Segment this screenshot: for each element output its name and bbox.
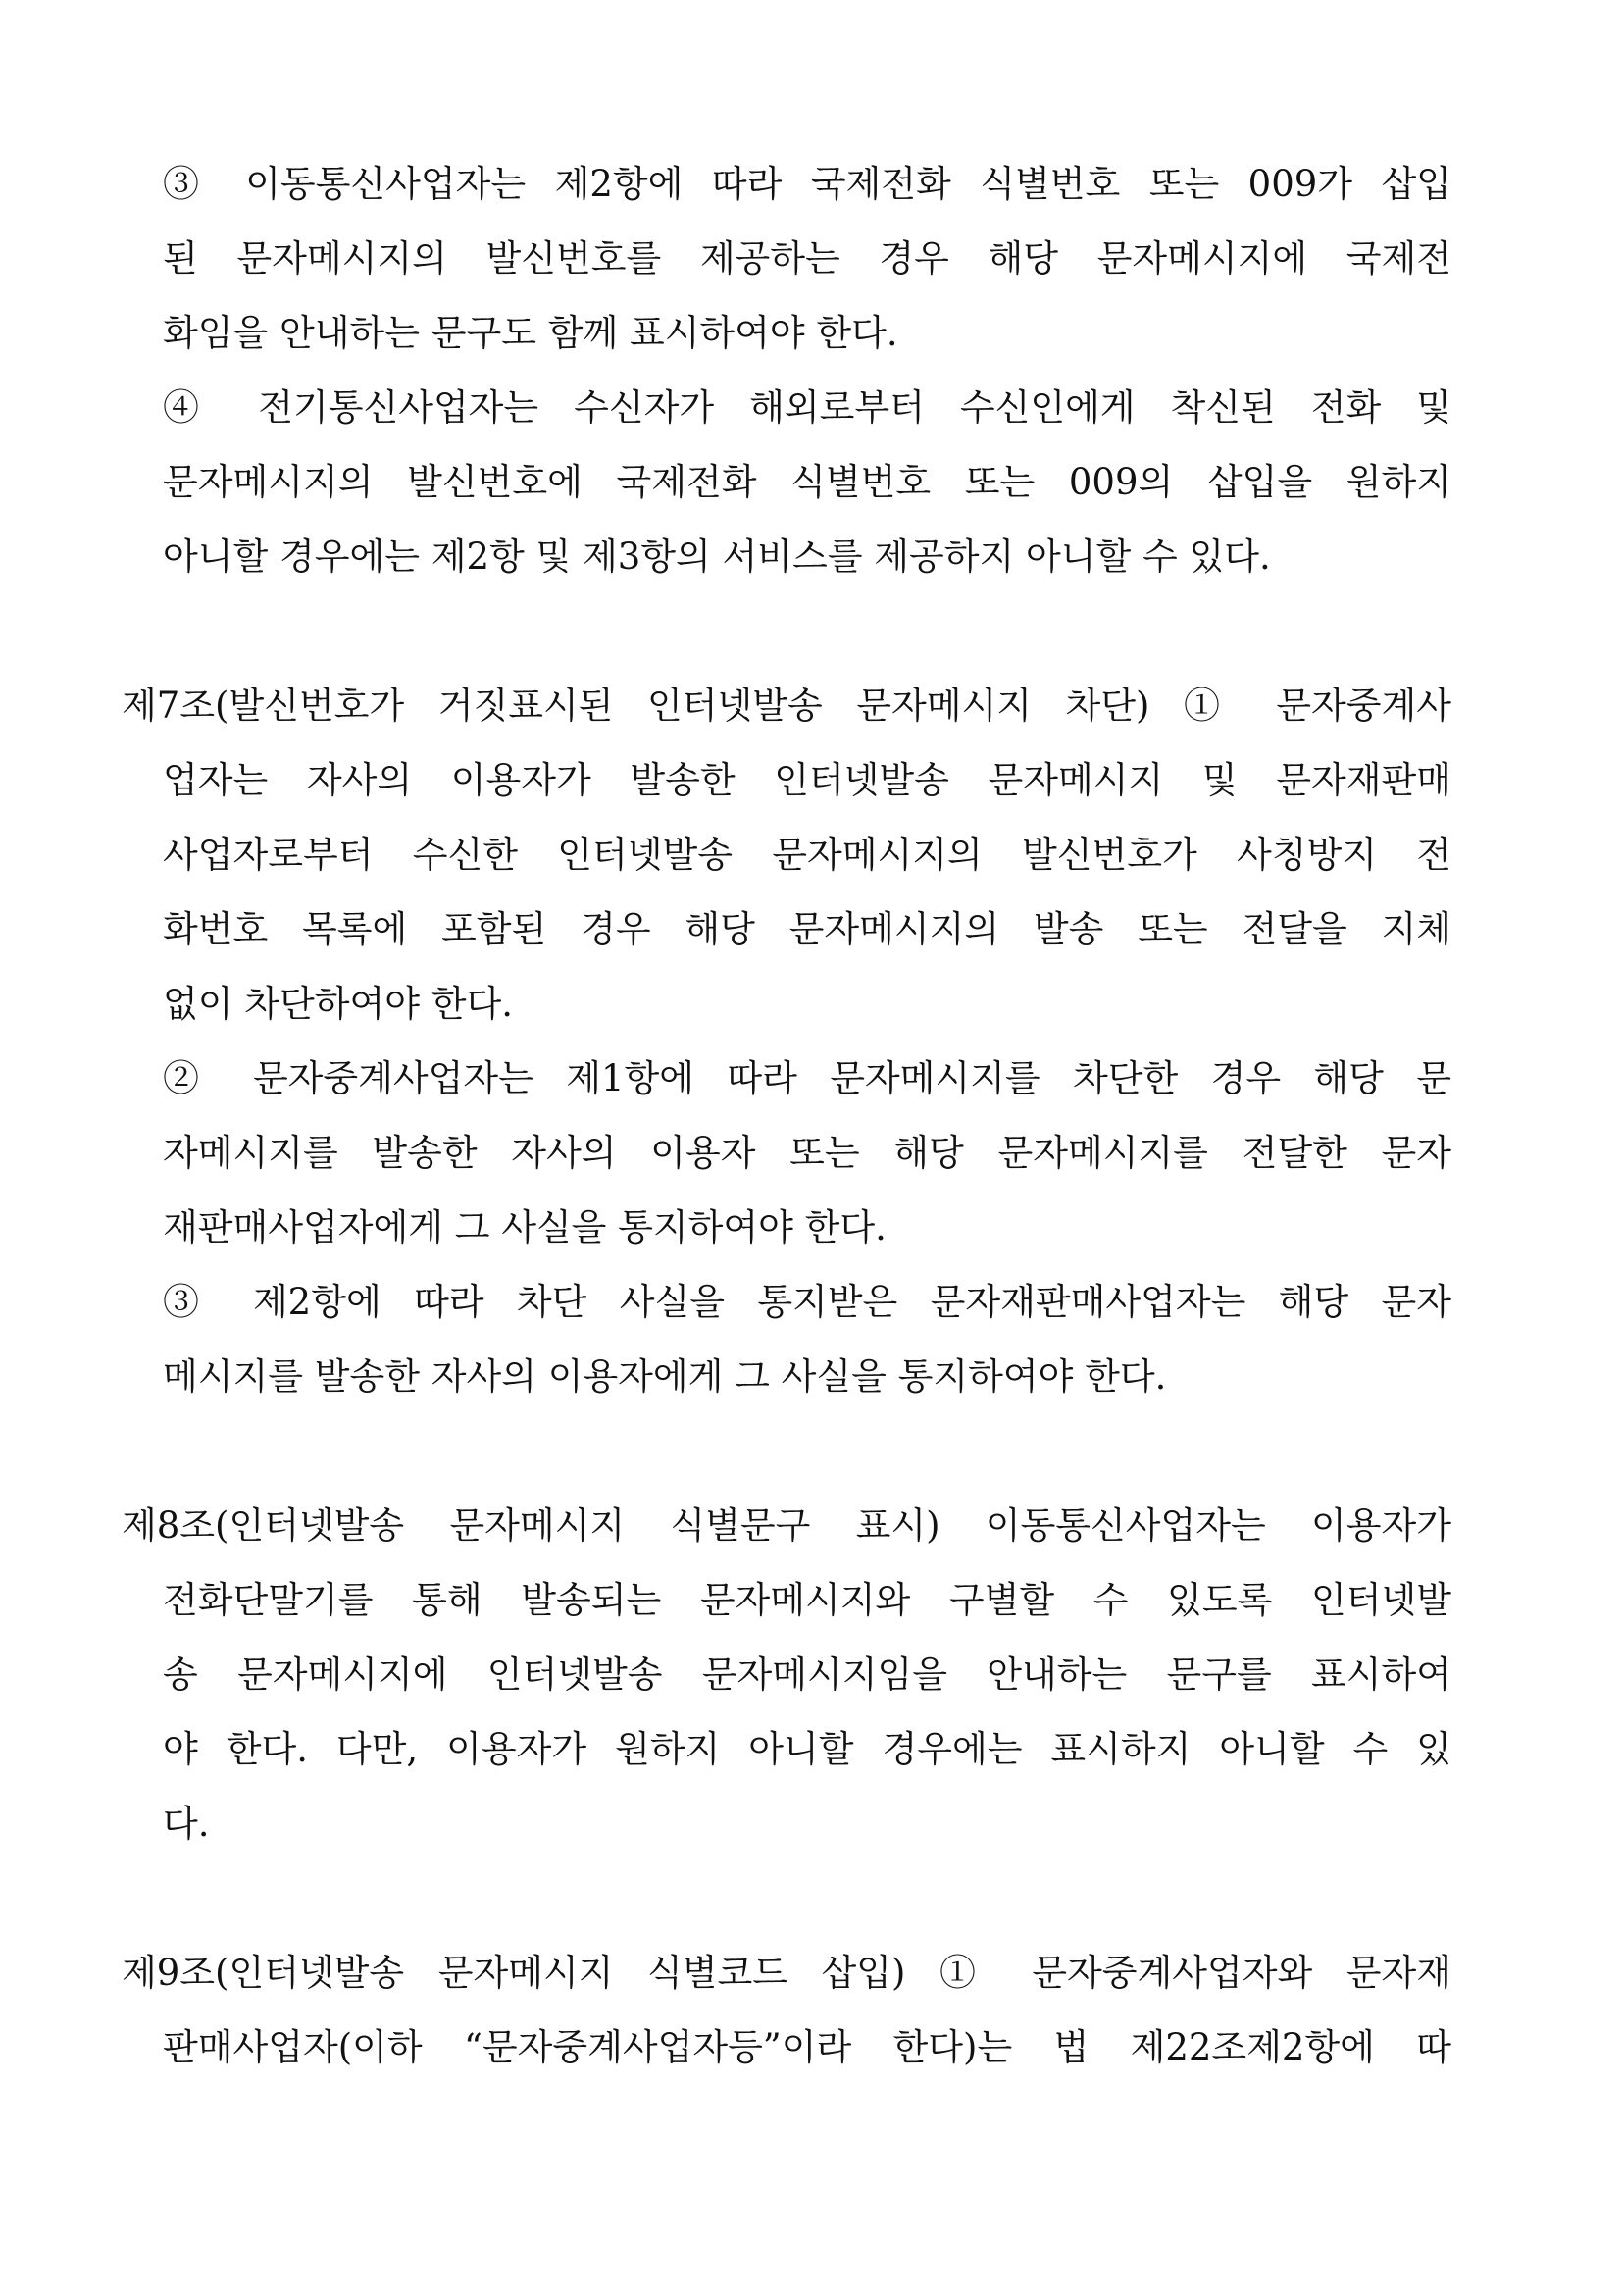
- article-heading-line: 제7조(발신번호가 거짓표시된 인터넷발송 문자메시지 차단) ① 문자중계사: [122, 685, 1451, 727]
- paragraph-line: 송 문자메시지에 인터넷발송 문자메시지임을 안내하는 문구를 표시하여: [163, 1653, 1451, 1696]
- paragraph-line: 된 문자메시지의 발신번호를 제공하는 경우 해당 문자메시지에 국제전: [163, 237, 1451, 280]
- paragraph-line: 업자는 자사의 이용자가 발송한 인터넷발송 문자메시지 및 문자재판매: [163, 759, 1451, 801]
- paragraph-line: ③ 제2항에 따라 차단 사실을 통지받은 문자재판매사업자는 해당 문자: [163, 1281, 1451, 1323]
- paragraph-line: ② 문자중계사업자는 제1항에 따라 문자메시지를 차단한 경우 해당 문: [163, 1057, 1451, 1099]
- paragraph-line: ④ 전기통신사업자는 수신자가 해외로부터 수신인에게 착신된 전화 및: [163, 386, 1451, 429]
- paragraph-line: 화임을 안내하는 문구도 함께 표시하여야 한다.: [163, 312, 898, 354]
- paragraph-line: 야 한다. 다만, 이용자가 원하지 아니할 경우에는 표시하지 아니할 수 있: [163, 1728, 1451, 1770]
- paragraph-line: 다.: [163, 1803, 210, 1845]
- paragraph-line: 판매사업자(이하 “문자중계사업자등”이라 한다)는 법 제22조제2항에 따: [163, 2026, 1451, 2068]
- paragraph-line: 전화단말기를 통해 발송되는 문자메시지와 구별할 수 있도록 인터넷발: [163, 1579, 1451, 1621]
- paragraph-line: 없이 차단하여야 한다.: [163, 983, 513, 1025]
- paragraph-line: 재판매사업자에게 그 사실을 통지하여야 한다.: [163, 1206, 887, 1248]
- paragraph-line: ③ 이동통신사업자는 제2항에 따라 국제전화 식별번호 또는 009가 삽입: [163, 163, 1451, 205]
- paragraph-line: 사업자로부터 수신한 인터넷발송 문자메시지의 발신번호가 사칭방지 전: [163, 834, 1451, 876]
- article-heading-line: 제9조(인터넷발송 문자메시지 식별코드 삽입) ① 문자중계사업자와 문자재: [122, 1952, 1451, 1994]
- paragraph-line: 문자메시지의 발신번호에 국제전화 식별번호 또는 009의 삽입을 원하지: [163, 461, 1451, 503]
- paragraph-line: 아니할 경우에는 제2항 및 제3항의 서비스를 제공하지 아니할 수 있다.: [163, 535, 1271, 578]
- paragraph-line: 자메시지를 발송한 자사의 이용자 또는 해당 문자메시지를 전달한 문자: [163, 1132, 1451, 1174]
- paragraph-line: 화번호 목록에 포함된 경우 해당 문자메시지의 발송 또는 전달을 지체: [163, 908, 1451, 950]
- article-heading-line: 제8조(인터넷발송 문자메시지 식별문구 표시) 이동통신사업자는 이용자가: [122, 1504, 1451, 1547]
- paragraph-line: 메시지를 발송한 자사의 이용자에게 그 사실을 통지하여야 한다.: [163, 1355, 1167, 1398]
